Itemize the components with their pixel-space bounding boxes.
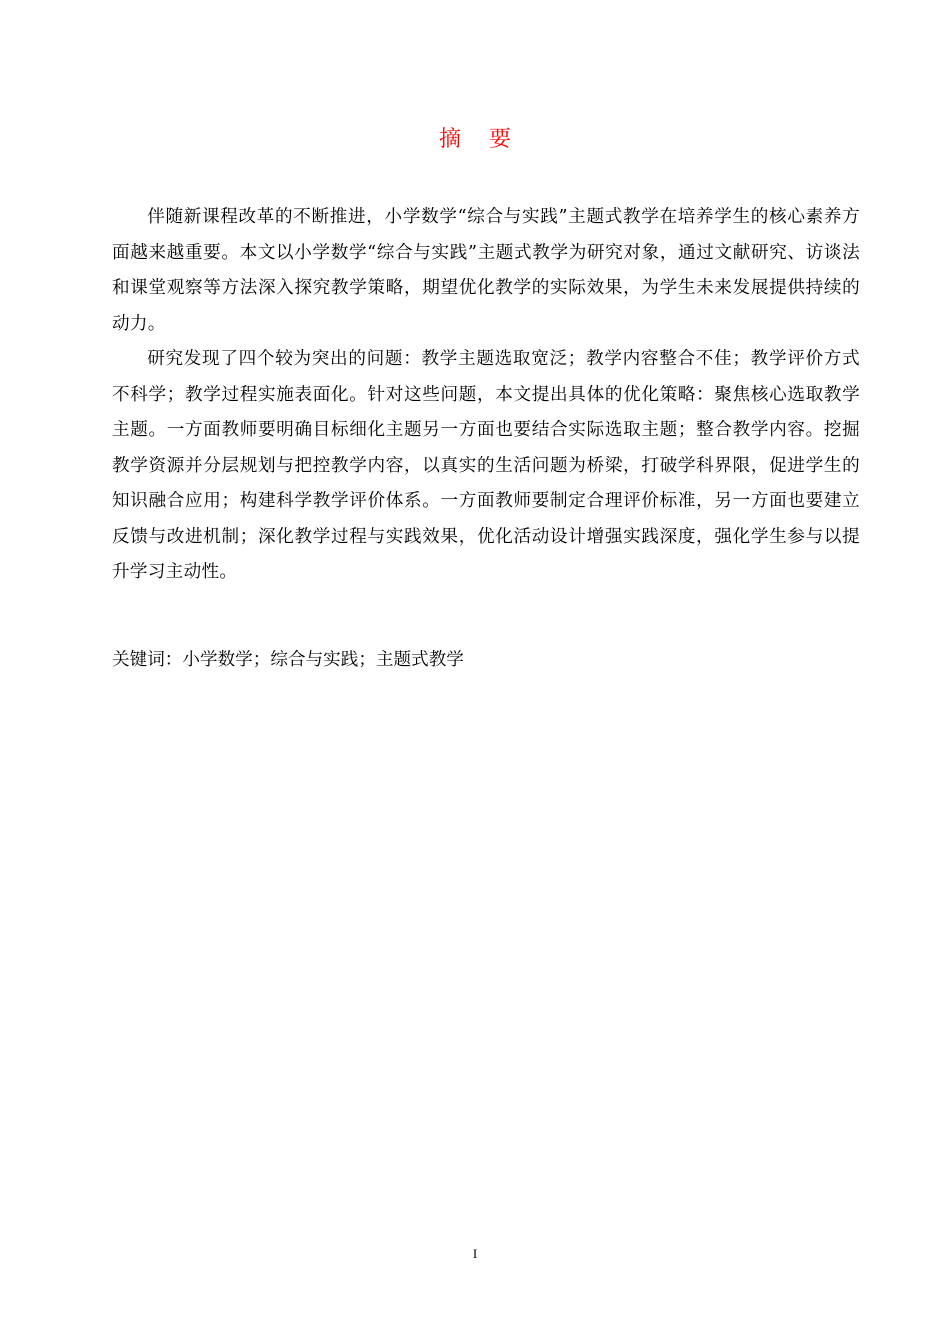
keywords-value: 小学数学；综合与实践；主题式教学 [182, 650, 464, 670]
keywords-label: 关键词： [112, 650, 183, 670]
abstract-paragraph: 研究发现了四个较为突出的问题：教学主题选取宽泛；教学内容整合不佳；教学评价方式不科学；教学过程实施表面化。针对这些问题，本文提出具体的优化策略：聚焦核心选取教学主题。一方面教师要明确目标细化主题另一方面也要结合实际选取主题；整合教学内容。挖掘教学资源并分层规划与把控教学内容，以真实的生活问题为桥梁，打破学科界限，促进学生的知识融合应用；构建科学教学评价体系。一方面教师要制定合理评价标准，另一方面也要建立反馈与改进机制；深化教学过程与实践效果，优化活动设计增强实践深度，强化学生参与以提升学习主动性。 [112, 349, 860, 582]
keywords-line [112, 644, 860, 676]
abstract-paragraph: 伴随新课程改革的不断推进，小学数学“综合与实践”主题式教学在培养学生的核心素养方面越来越重要。本文以小学数学“综合与实践”主题式教学为研究对象，通过文献研究、访谈法和课堂观察等方法深入探究教学策略，期望优化教学的实际效果，为学生未来发展提供持续的动力。 [112, 207, 860, 334]
page-number: I [472, 1246, 478, 1261]
abstract-title: 摘要 [438, 127, 539, 152]
abstract-body [112, 200, 860, 591]
